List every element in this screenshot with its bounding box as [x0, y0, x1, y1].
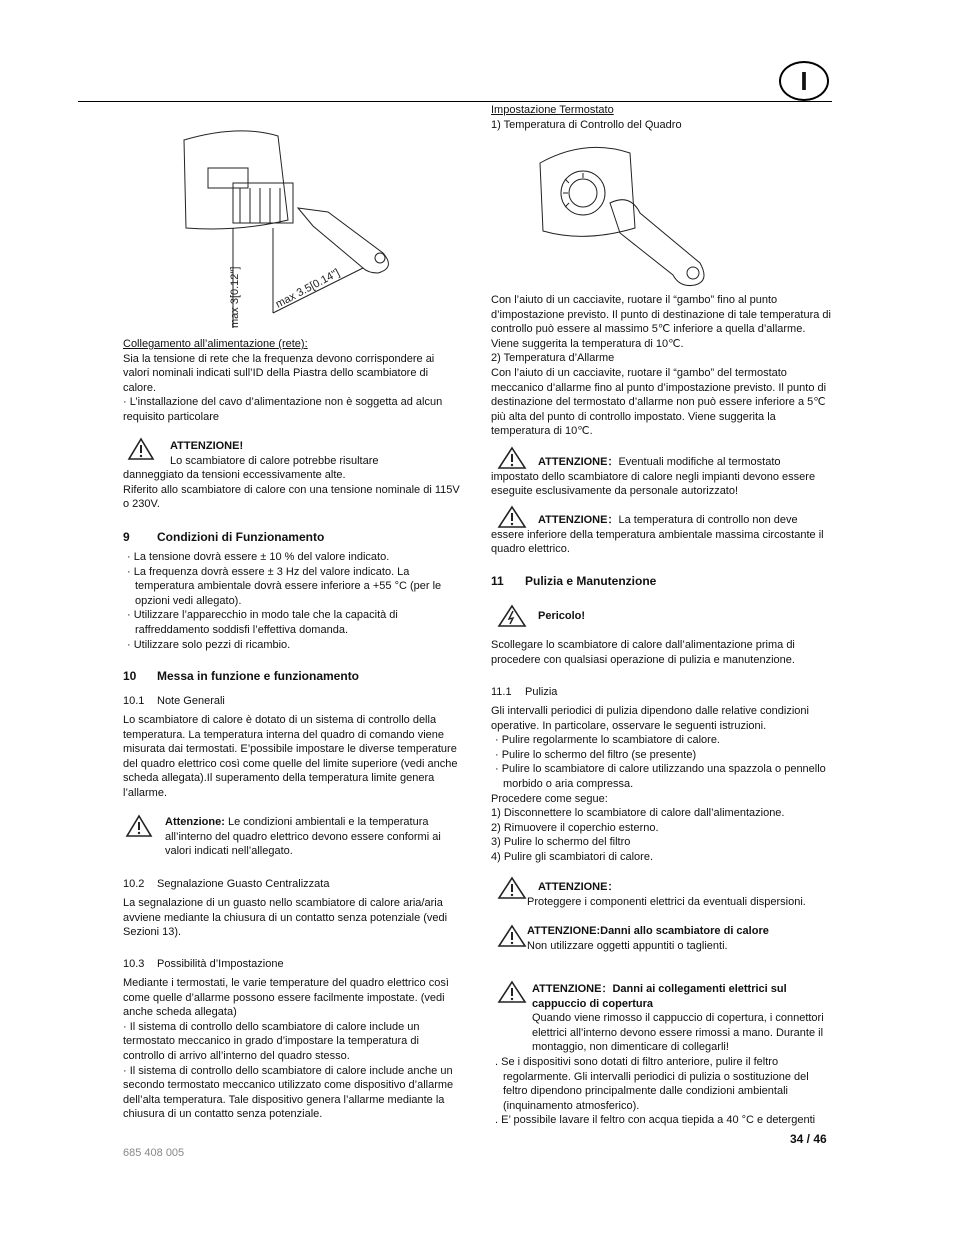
warning-body: Le condizioni ambientali e la temperatura all’interno del quadro elettrico devono essere conformi ai valori indicati nell’allegato.	[165, 816, 441, 858]
list-item: · Pulire regolarmente lo scambiatore di calore.	[495, 734, 720, 747]
subsection-number: 11.1	[491, 686, 512, 698]
document-number: 685 408 005	[123, 1147, 185, 1159]
subsection-title: Pulizia	[525, 686, 558, 698]
list-item: · Pulire lo schermo del filtro (se presente)	[495, 748, 697, 761]
subsection-heading	[123, 957, 463, 972]
paragraph: Con l’aiuto di un cacciavite, ruotare il “gambo” del termostato meccanico d’allarme fino al punto d’impostazione previsto. Il punto di destinazione del termostato d’allarme non può essere inferiore a 5℃ più alta del punto di controllo impostato. Viene suggerita la temperatura di 10℃.	[491, 366, 827, 438]
power-note: · L’installazione del cavo d’alimentazione non è soggetta ad alcun requisito particolare	[123, 396, 443, 423]
warning-icon	[497, 924, 527, 948]
warning-text	[491, 513, 831, 557]
warning-body: Proteggere i componenti elettrici da eventuali dispersioni.	[527, 895, 806, 908]
section-heading	[123, 530, 463, 545]
section-title: Pulizia e Manutenzione	[525, 574, 657, 588]
warning-title: ATTENZIONE!	[170, 440, 244, 452]
warning-label: ATTENZIONE：	[538, 456, 619, 468]
warning-body: Eventuali modifiche al termostato impostato dello scambiatore di calore negli impianti devono essere eseguite esclusivamente da personale autorizzato!	[491, 456, 816, 498]
paragraph: La segnalazione di un guasto nello scambiatore di calore aria/aria avviene mediante la chiusura di un contatto senza potenziale (vedi Sezioni 13).	[123, 897, 448, 939]
section-heading	[491, 574, 831, 589]
warning-body: Non utilizzare oggetti appuntiti o taglienti.	[527, 939, 728, 952]
warning-label: Attenzione:	[165, 816, 225, 828]
section-title: Messa in funzione e funzionamento	[157, 669, 360, 683]
warning-text	[491, 455, 831, 499]
warning-line: danneggiato da tensioni eccessivamente alte.	[123, 469, 346, 482]
list-item: · Utilizzare l’apparecchio in modo tale che la capacità di raffreddamento soddisfi l’effettiva domanda.	[127, 609, 398, 636]
figure-label-height: max 3[0.12"]	[229, 266, 241, 328]
thermostat-subtitle: 1) Temperatura di Controllo del Quadro	[491, 118, 682, 131]
subsection-heading	[123, 694, 463, 709]
paragraph: Gli intervalli periodici di pulizia dipendono dalle relative condizioni operative. In particolare, osservare le seguenti istruzioni.	[491, 705, 809, 732]
power-paragraph: Sia la tensione di rete che la frequenza devono corrispondere ai valori nominali indicati sull’ID della Piastra dello scambiatore di calore.	[123, 352, 435, 394]
subsection-title: Note Generali	[157, 695, 225, 707]
electrical-hazard-icon	[497, 604, 527, 628]
section-number: 10	[123, 669, 137, 683]
thermostat-illustration	[535, 143, 710, 288]
warning-icon	[497, 876, 527, 900]
procedure-step: 3) Pulire lo schermo del filtro	[491, 836, 631, 849]
connector-illustration	[178, 128, 398, 338]
warning-body: Quando viene rimosso il cappuccio di copertura, i connettori elettrici all’interno devono essere rimossi a mano. Durante il montaggio, non dimenticare di collegarli!	[532, 1012, 824, 1054]
warning-label: ATTENZIONE:Danni allo scambiatore di calore	[527, 925, 769, 937]
thermostat-title: Impostazione Termostato	[491, 104, 614, 116]
list-item: · La frequenza dovrà essere ± 3 Hz del valore indicato. La temperatura ambientale dovrà essere inferiore a +55 °C (per le opzioni vedi allegato).	[127, 565, 442, 607]
subsection-number: 10.2	[123, 878, 145, 890]
subsection-heading	[123, 877, 463, 892]
paragraph: · Il sistema di controllo dello scambiatore di calore include un termostato meccanico in grado d’impostare la temperatura di controllo di arrivo all’interno del quadro stesso.	[123, 1020, 420, 1062]
warning-icon	[125, 814, 153, 838]
list-item: · Utilizzare solo pezzi di ricambio.	[127, 638, 291, 651]
subsection-heading	[491, 685, 831, 700]
language-badge: I	[779, 61, 829, 101]
subsection-number: 10.3	[123, 958, 145, 970]
procedure-step: 1) Disconnettere lo scambiatore di calore dall’alimentazione.	[491, 807, 785, 820]
danger-title: Pericolo!	[538, 610, 586, 622]
warning-line: Lo scambiatore di calore potrebbe risultare	[170, 454, 379, 467]
section-number: 9	[123, 530, 130, 544]
list-item: · La tensione dovrà essere ± 10 % del valore indicato.	[127, 551, 390, 563]
header-rule	[78, 101, 832, 102]
warning-label: ATTENZIONE：Danni ai collegamenti elettrici sul cappuccio di copertura	[532, 983, 787, 1010]
subsection-title: Segnalazione Guasto Centralizzata	[157, 878, 330, 890]
procedure-step: 4) Pulire gli scambiatori di calore.	[491, 850, 654, 863]
section-number: 11	[491, 574, 504, 588]
warning-label: ATTENZIONE：	[538, 514, 619, 526]
warning-label: ATTENZIONE：	[538, 881, 619, 893]
subsection-title: Possibilità d’Impostazione	[157, 958, 284, 970]
section-heading	[123, 669, 463, 684]
list-item: . E’ possibile lavare il feltro con acqua tiepida a 40 °C e detergenti	[495, 1114, 816, 1127]
paragraph: · Il sistema di controllo dello scambiatore di calore include anche un secondo termostato meccanico utilizzato come dispositivo d’allarme dell’alta temperatura. Tale dispositivo genera l’allarme mediante la chiusura di un contatto senza potenziale.	[123, 1064, 454, 1121]
paragraph: Con l’aiuto di un cacciavite, ruotare il “gambo” fino al punto d’impostazione previsto. Il punto di destinazione di tale temperatura di controllo può essere al massimo 5℃ inferiore a quella d’allarme. Viene suggerita la temperatura di 10℃.	[491, 294, 831, 350]
paragraph: Scollegare lo scambiatore di calore dall’alimentazione prima di procedere con qualsiasi operazione di pulizia e manutenzione.	[491, 639, 795, 666]
figure-label-depth: max 3.5[0.14"]	[273, 266, 342, 311]
warning-text	[165, 815, 465, 859]
paragraph: Mediante i termostati, le varie temperature del quadro elettrico così come quelle d’allarme possono essere facilmente impostate. (vedi anche scheda allegata)	[123, 977, 449, 1019]
procedure-title: Procedere come segue:	[491, 792, 608, 805]
page-number: 34 / 46	[790, 1132, 827, 1146]
warning-icon	[497, 980, 527, 1004]
paragraph: Lo scambiatore di calore è dotato di un sistema di controllo della temperatura. La temperatura interna del quadro di comando viene misurata dai termostati. E’possibile impostare le diverse temperature del quadro elettrico così come quelle del limite superiore (vedi anche scheda allegata).Il superamento della temperatura limite genera l’allarme.	[123, 714, 458, 799]
warning-body: La temperatura di controllo non deve essere inferiore della temperatura ambientale massima circostante il quadro elettrico.	[491, 514, 824, 556]
section-title: Condizioni di Funzionamento	[157, 530, 325, 544]
power-title: Collegamento all’alimentazione (rete):	[123, 338, 308, 350]
procedure-step: 2) Rimuovere il coperchio esterno.	[491, 821, 659, 834]
warning-line: Riferito allo scambiatore di calore con una tensione nominale di 115V o 230V.	[123, 483, 460, 511]
subsection-number: 10.1	[123, 695, 145, 707]
subtitle: 2) Temperatura d’Allarme	[491, 352, 615, 365]
list-item: · Pulire lo scambiatore di calore utilizzando una spazzola o pennello morbido o aria compressa.	[495, 763, 826, 790]
list-item: . Se i dispositivi sono dotati di filtro anteriore, pulire il feltro regolarmente. Gli intervalli periodici di pulizia o sostituzione del feltro dipendono principalmente dalle condizioni ambientali (inquinamento atmosferico).	[495, 1056, 809, 1112]
